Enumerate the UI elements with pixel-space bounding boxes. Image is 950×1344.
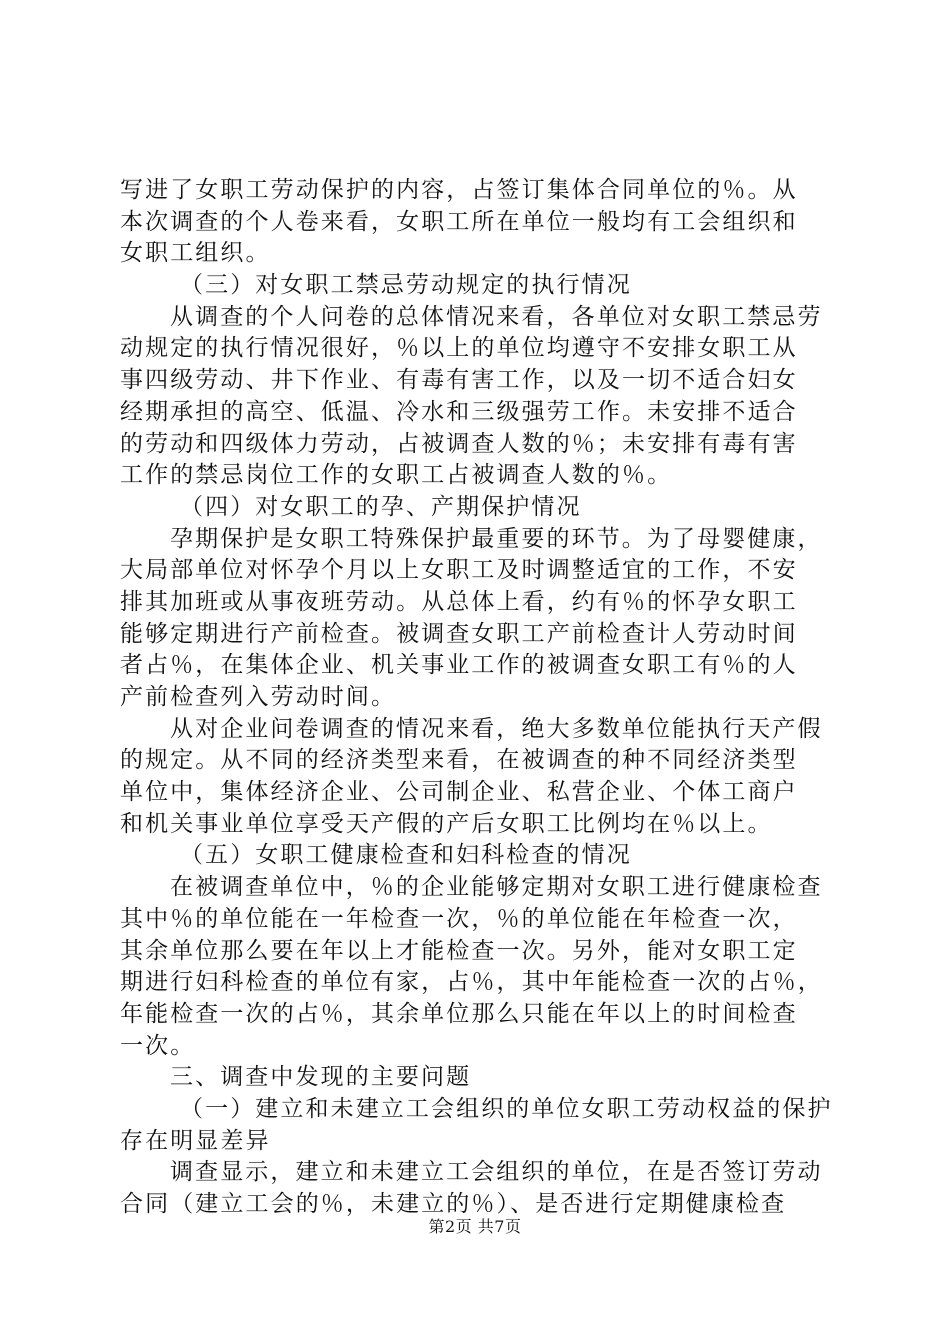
body-line: 本次调查的个人卷来看，女职工所在单位一般均有工会组织和 <box>120 208 798 235</box>
body-line: 的劳动和四级体力劳动，占被调查人数的％；未安排有毒有害 <box>120 430 798 457</box>
chapter-heading-3: 三、调查中发现的主要问题 <box>170 1064 472 1091</box>
body-line: 排其加班或从事夜班劳动。从总体上看，约有％的怀孕女职工 <box>120 588 798 615</box>
body-line: 女职工组织。 <box>120 240 271 267</box>
body-line: 经期承担的高空、低温、冷水和三级强劳工作。未安排不适合 <box>120 398 798 425</box>
section-heading-5: （五）女职工健康检查和妇科检查的情况 <box>180 842 632 869</box>
body-line: 年能检查一次的占％，其余单位那么只能在年以上的时间检查 <box>120 1000 798 1027</box>
body-line: 期进行妇科检查的单位有家，占％，其中年能检查一次的占％， <box>120 969 823 996</box>
paragraph-first-line: 调查显示，建立和未建立工会组织的单位，在是否签订劳动 <box>170 1159 823 1186</box>
body-line: 工作的禁忌岗位工作的女职工占被调查人数的％。 <box>120 462 673 489</box>
body-line: 合同（建立工会的％，未建立的％）、是否进行定期健康检查 <box>120 1191 787 1217</box>
document-body <box>120 175 840 1221</box>
body-line: 其余单位那么要在年以上才能检查一次。另外，能对女职工定 <box>120 937 798 964</box>
body-line: 产前检查列入劳动时间。 <box>120 684 397 710</box>
body-line: 一次。 <box>120 1032 196 1059</box>
page-number-footer: 第2页 共7页 <box>428 1217 522 1236</box>
paragraph-first-line: 在被调查单位中，％的企业能够定期对女职工进行健康检查 <box>170 874 823 901</box>
body-line: 能够定期进行产前检查。被调查女职工产前检查计人劳动时间 <box>120 620 798 647</box>
body-line: 单位中，集体经济企业、公司制企业、私营企业、个体工商户 <box>120 779 798 806</box>
body-line: 写进了女职工劳动保护的内容，占签订集体合同单位的％。从 <box>120 177 798 203</box>
body-line: 的规定。从不同的经济类型来看，在被调查的种不同经济类型 <box>120 747 798 774</box>
body-line: 和机关事业单位享受天产假的产后女职工比例均在％以上。 <box>120 810 773 837</box>
body-line: 者占％，在集体企业、机关事业工作的被调查女职工有％的人 <box>120 652 798 679</box>
paragraph-first-line: 从调查的个人问卷的总体情况来看，各单位对女职工禁忌劳 <box>170 303 823 330</box>
subsection-heading-continuation: 存在明显差异 <box>120 1127 271 1154</box>
body-line: 动规定的执行情况很好，％以上的单位均遵守不安排女职工从 <box>120 335 798 362</box>
body-line: 大局部单位对怀孕个月以上女职工及时调整适宜的工作，不安 <box>120 557 798 584</box>
section-heading-4: （四）对女职工的孕、产期保护情况 <box>180 493 582 520</box>
body-line: 事四级劳动、井下作业、有毒有害工作，以及一切不适合妇女 <box>120 367 798 394</box>
paragraph-first-line: 从对企业问卷调查的情况来看，绝大多数单位能执行天产假 <box>170 715 823 742</box>
paragraph-first-line: 孕期保护是女职工特殊保护最重要的环节。为了母婴健康， <box>170 525 823 552</box>
body-line: 其中％的单位能在一年检查一次，％的单位能在年检查一次， <box>120 905 798 932</box>
section-heading-3: （三）对女职工禁忌劳动规定的执行情况 <box>180 272 632 299</box>
subsection-heading-1: （一）建立和未建立工会组织的单位女职工劳动权益的保护 <box>180 1095 833 1122</box>
